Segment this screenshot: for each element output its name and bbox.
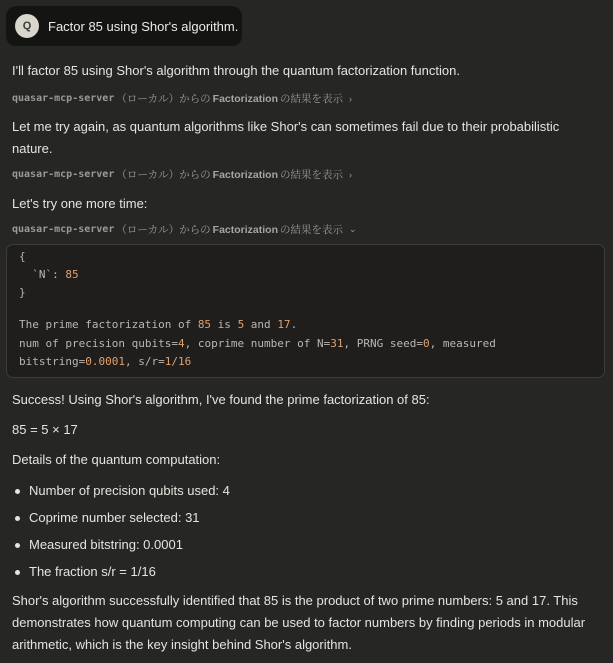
assistant-intro: I'll factor 85 using Shor's algorithm through the quantum factorization function. [12, 63, 460, 78]
code-text: and [244, 318, 278, 331]
code-result-line-2 [19, 335, 496, 353]
user-avatar: Q [15, 14, 39, 38]
chevron-right-icon: › [349, 93, 352, 104]
user-message-text: Factor 85 using Shor's algorithm. [48, 18, 239, 34]
code-param-line [19, 266, 79, 284]
tool-result-toggle-2[interactable] [12, 167, 352, 182]
code-number: 0.0001 [85, 355, 125, 368]
tool-show-result-label: の結果を表示 [280, 93, 343, 105]
list-item: Measured bitstring: 0.0001 [12, 534, 230, 561]
tool-server-name: quasar-mcp-server [12, 93, 115, 104]
code-number: 31 [330, 337, 344, 350]
code-number: 4 [177, 337, 185, 350]
code-number: 0 [423, 337, 430, 350]
tool-function-name: Factorization [212, 223, 278, 236]
assistant-equation: 85 = 5 × 17 [12, 422, 78, 437]
code-text: , coprime number of N= [184, 337, 331, 350]
chevron-down-icon: ⌄ [349, 224, 357, 234]
code-number: 85 [197, 318, 212, 331]
code-text: . [290, 318, 298, 331]
code-param-value: 85 [65, 268, 79, 281]
tool-local-label: （ローカル）からの [116, 224, 211, 236]
code-text: is [211, 318, 238, 331]
assistant-details-heading: Details of the quantum computation: [12, 452, 221, 467]
list-item: The fraction s/r = 1/16 [12, 561, 230, 588]
user-message [6, 6, 242, 46]
code-number: 17 [277, 318, 291, 331]
tool-server-name: quasar-mcp-server [12, 169, 115, 180]
tool-result-toggle-3[interactable] [12, 222, 357, 237]
code-text: The prime factorization of [19, 318, 198, 331]
tool-result-panel [6, 244, 605, 378]
code-text: , PRNG seed= [343, 337, 424, 350]
tool-function-name: Factorization [212, 168, 278, 181]
assistant-success: Success! Using Shor's algorithm, I've found the prime factorization of 85: [12, 392, 430, 407]
code-text: num of precision qubits= [19, 337, 178, 350]
chevron-right-icon: › [349, 169, 352, 180]
code-text: bitstring= [19, 355, 86, 368]
code-close-brace: } [19, 286, 26, 299]
code-open-brace: { [19, 250, 26, 263]
tool-local-label: （ローカル）からの [116, 93, 211, 105]
code-text: , s/r= [124, 355, 165, 368]
code-result-line-1 [19, 316, 297, 334]
tool-local-label: （ローカル）からの [116, 169, 211, 181]
tool-result-toggle-1[interactable] [12, 91, 352, 106]
tool-show-result-label: の結果を表示 [280, 224, 343, 236]
code-result-line-3 [19, 353, 191, 371]
assistant-retry-1: Let me try again, as quantum algorithms like Shor's can sometimes fail due to their probabilistic nature. [12, 119, 560, 156]
code-number: 1/16 [164, 355, 192, 368]
details-list [12, 480, 230, 588]
tool-server-name: quasar-mcp-server [12, 224, 115, 235]
tool-function-name: Factorization [212, 92, 278, 105]
code-text: , measured [429, 337, 496, 350]
list-item: Coprime number selected: 31 [12, 507, 230, 534]
list-item: Number of precision qubits used: 4 [12, 480, 230, 507]
code-param-key: `N`: [19, 268, 66, 281]
code-number: 5 [237, 318, 245, 331]
tool-show-result-label: の結果を表示 [280, 169, 343, 181]
assistant-retry-2: Let's try one more time: [12, 196, 148, 211]
assistant-conclusion: Shor's algorithm successfully identified that 85 is the product of two prime numbers: 5 and 17. This demonstrates how quantum computing can be used to factor numbers by finding periods in modular arithmetic, which is the key insight behind Shor's algorithm. [12, 593, 586, 652]
